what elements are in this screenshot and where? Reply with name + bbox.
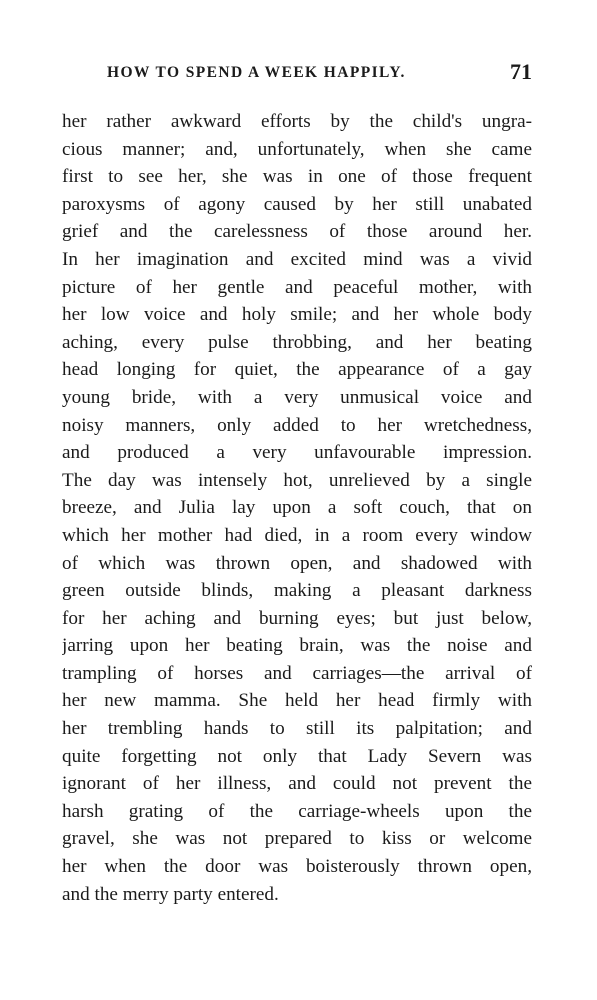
text-line: young bride, with a very unmusical voice and [62, 386, 532, 408]
body-text [62, 108, 532, 908]
text-line: aching, every pulse throbbing, and her beating [62, 331, 532, 353]
text-line: paroxysms of agony caused by her still unabated [62, 193, 532, 215]
text-line: her trembling hands to still its palpitation; and [62, 718, 532, 740]
text-line: picture of her gentle and peaceful mother, with [62, 276, 532, 298]
text-line: cious manner; and, unfortunately, when she came [62, 138, 532, 160]
text-line: The day was intensely hot, unrelieved by a single [62, 469, 532, 491]
text-line: first to see her, she was in one of those frequent [62, 166, 532, 188]
text-line: her low voice and holy smile; and her whole body [62, 304, 532, 326]
text-line: breeze, and Julia lay upon a soft couch, that on [62, 497, 532, 519]
text-line: grief and the carelessness of those around her. [62, 221, 532, 243]
page-number: 71 [510, 59, 532, 84]
text-line: which her mother had died, in a room every window [62, 524, 532, 546]
text-line: trampling of horses and carriages—the arrival of [62, 662, 532, 684]
text-line: for her aching and burning eyes; but just below, [62, 607, 532, 629]
text-line: her when the door was boisterously thrown open, [62, 856, 532, 878]
text-line: and produced a very unfavourable impression. [62, 442, 532, 464]
text-line: quite forgetting not only that Lady Severn was [62, 745, 532, 767]
text-line: green outside blinds, making a pleasant darkness [62, 580, 532, 602]
text-line-last: and the merry party entered. [62, 883, 279, 905]
text-line: In her imagination and excited mind was a vivid [62, 248, 532, 270]
text-line: jarring upon her beating brain, was the noise and [62, 635, 532, 657]
text-line: ignorant of her illness, and could not prevent the [62, 773, 532, 795]
text-line: of which was thrown open, and shadowed with [62, 552, 532, 574]
text-line: her rather awkward efforts by the child's ungra- [62, 111, 532, 132]
text-line: her new mamma. She held her head firmly with [62, 690, 532, 712]
text-line: gravel, she was not prepared to kiss or welcome [62, 828, 532, 850]
text-line: noisy manners, only added to her wretchedness, [62, 414, 532, 436]
page-header [62, 61, 532, 91]
text-line: head longing for quiet, the appearance of a gay [62, 359, 532, 381]
text-line: harsh grating of the carriage-wheels upon the [62, 800, 532, 822]
running-head-title: HOW TO SPEND A WEEK HAPPILY. [107, 64, 406, 81]
